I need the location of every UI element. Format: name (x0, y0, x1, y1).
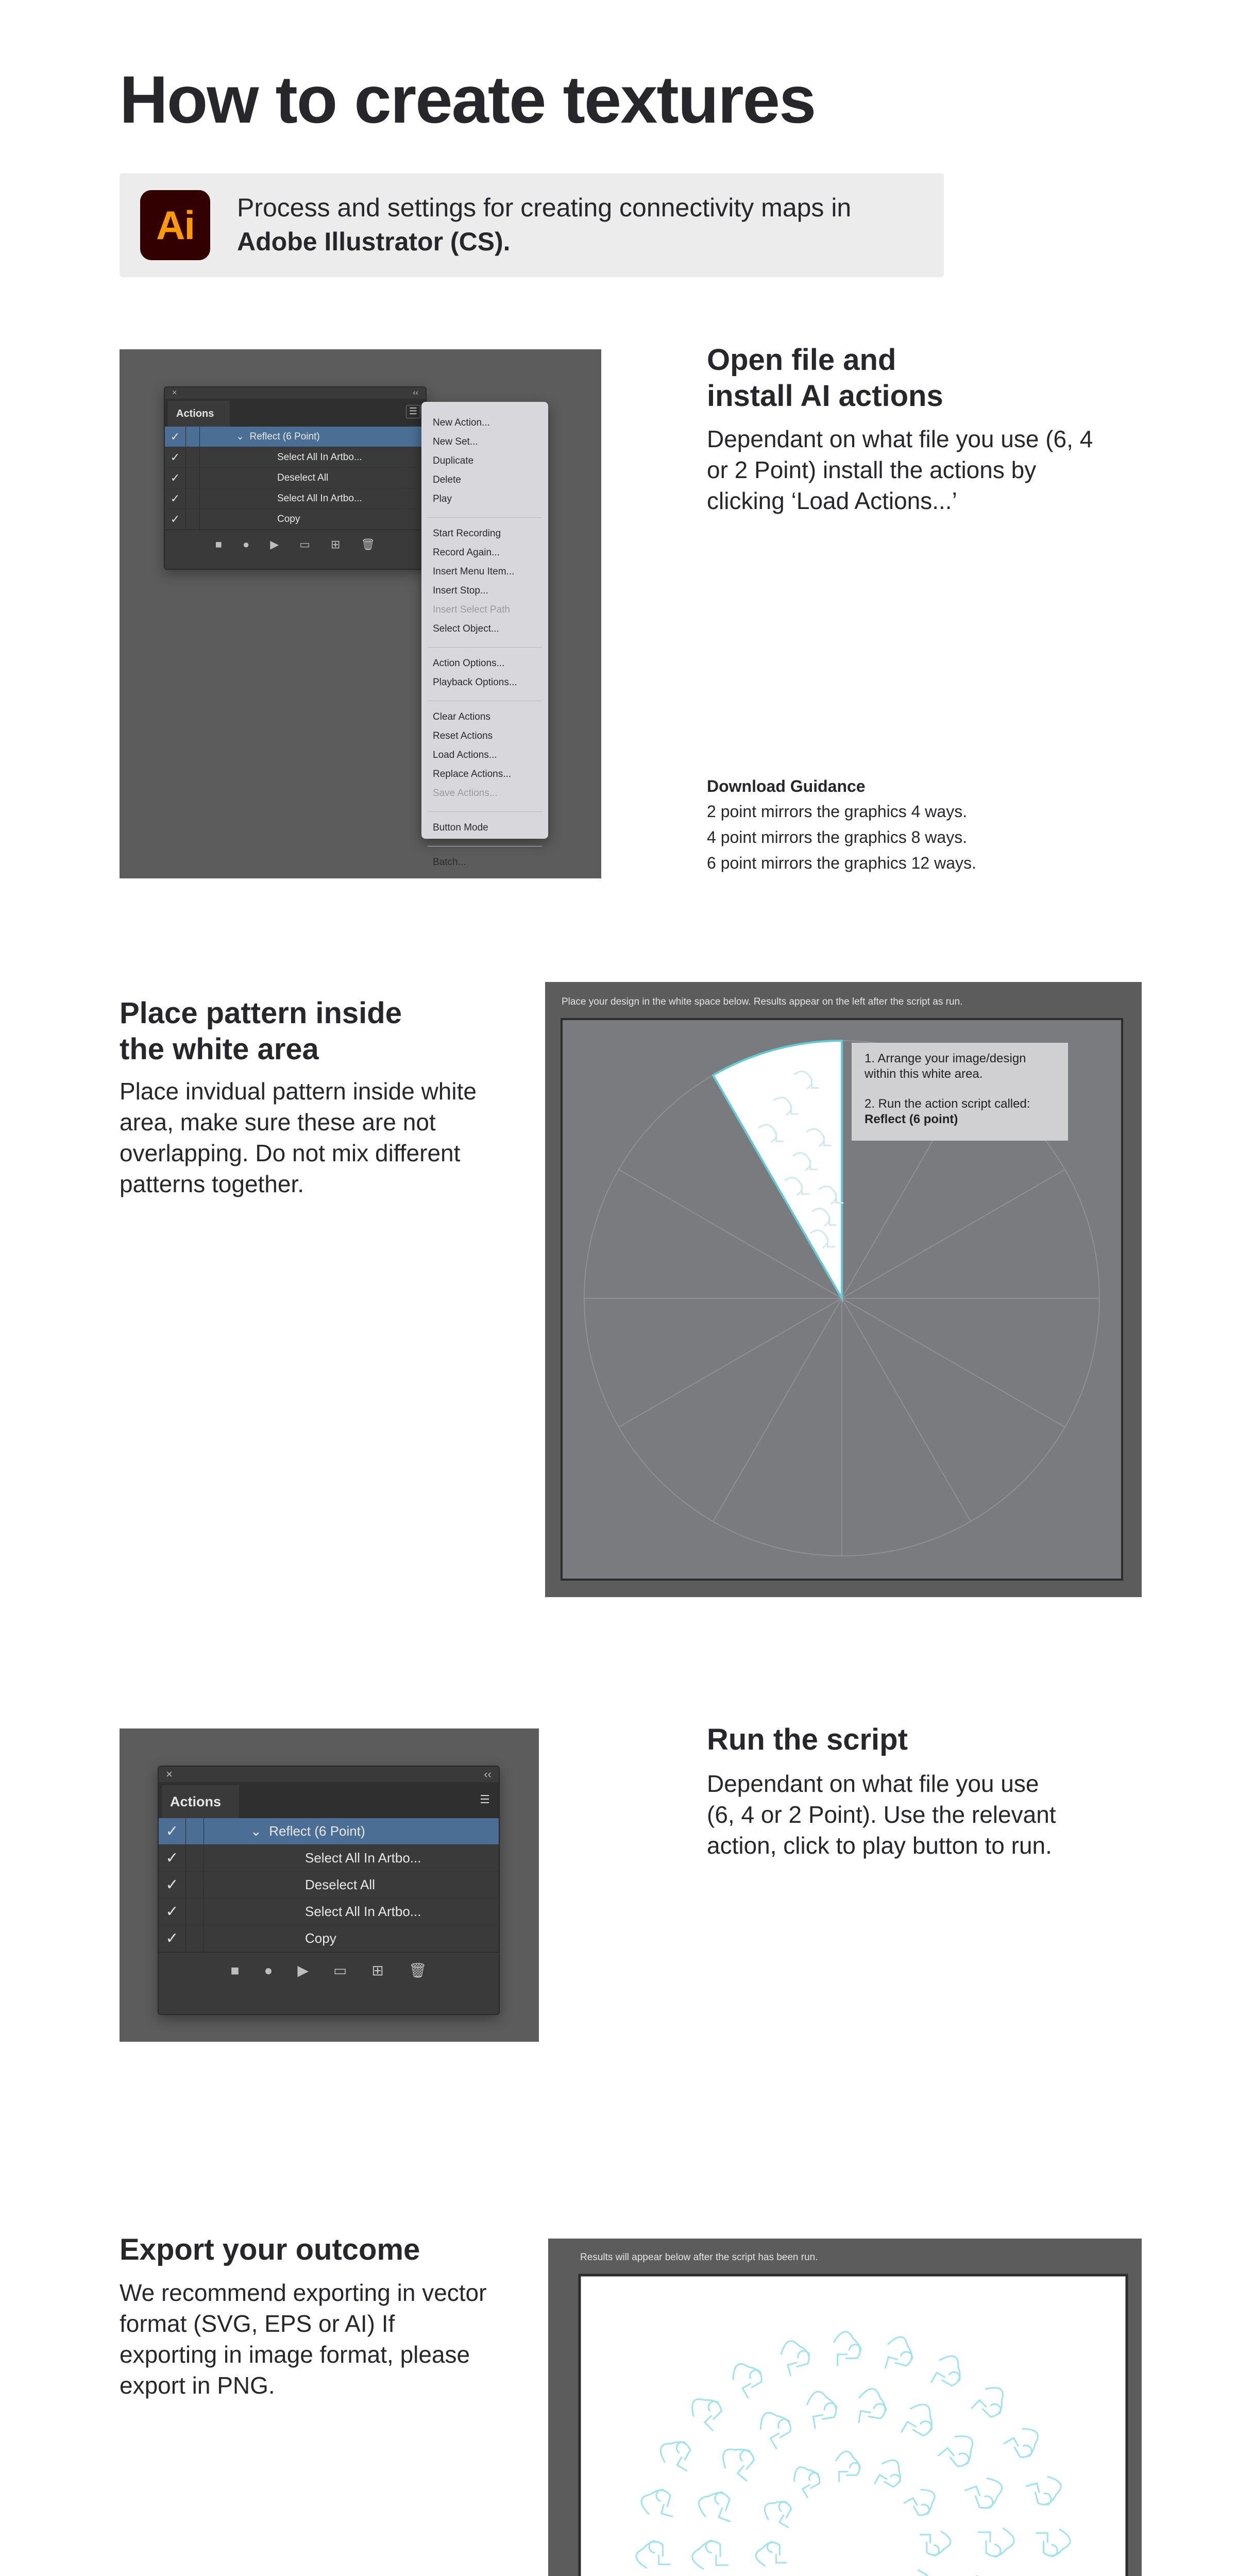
menu-item[interactable]: Action Options... (433, 658, 505, 669)
menu-item: Save Actions... (433, 788, 498, 799)
menu-item[interactable]: Button Mode (433, 822, 488, 833)
stop-icon[interactable]: ■ (215, 537, 222, 551)
action-row[interactable] (159, 1845, 499, 1872)
menu-item[interactable]: New Action... (433, 417, 490, 428)
action-row[interactable] (165, 447, 426, 468)
note-line: 1. Arrange your image/design (865, 1052, 1026, 1065)
menu-item[interactable]: Reset Actions (433, 731, 493, 741)
action-label: Select All In Artbo... (305, 1904, 421, 1919)
check-icon[interactable]: ✓ (165, 1930, 179, 1947)
menu-item[interactable]: Select Object... (433, 623, 499, 634)
chevron-down-icon[interactable]: ⌄ (250, 1823, 269, 1839)
result-artboard[interactable] (578, 2274, 1128, 2576)
folder-icon[interactable]: ▭ (333, 1962, 347, 1978)
play-button[interactable]: ▶ (297, 1962, 309, 1978)
section4-body: We recommend exporting in vector format (SVG, EPS or AI) If exporting in image format, please export in PNG. (120, 2279, 487, 2399)
check-icon[interactable]: ✓ (165, 1903, 179, 1920)
action-row[interactable] (159, 1925, 499, 1952)
intro-text (237, 191, 851, 259)
action-row[interactable] (165, 509, 426, 530)
collapse-icon[interactable]: ‹‹ (413, 388, 418, 397)
record-icon[interactable]: ● (264, 1962, 273, 1978)
folder-icon[interactable]: ▭ (299, 537, 310, 551)
section3-body: Dependant on what file you use (6, 4 or 2 Point). Use the relevant action, click to play button to run. (707, 1770, 1056, 1859)
note-line: within this white area. (865, 1067, 983, 1081)
export-result-screenshot (548, 2239, 1142, 2576)
note-line: 2. Run the action script called: (865, 1097, 1030, 1111)
run-script-screenshot (120, 1728, 539, 2042)
check-icon[interactable]: ✓ (170, 430, 180, 443)
menu-separator (428, 803, 542, 812)
menu-item[interactable]: Playback Options... (433, 677, 517, 688)
check-icon[interactable]: ✓ (165, 1823, 179, 1840)
menu-item: Insert Select Path (433, 604, 510, 615)
reflect-template-artboard[interactable] (561, 1018, 1123, 1581)
menu-item[interactable]: Load Actions... (433, 750, 497, 760)
panel-menu-icon[interactable]: ☰ (480, 1793, 490, 1806)
action-label: ⌄ Reflect (6 Point) (250, 1823, 365, 1839)
menu-item[interactable]: Replace Actions... (433, 769, 512, 779)
tab-actions[interactable]: Actions (162, 1785, 239, 1818)
intro-line: Process and settings for creating connectivity maps in (237, 193, 852, 222)
menu-item[interactable]: Play (433, 494, 452, 504)
action-label: Deselect All (277, 472, 329, 483)
artboard-caption: Results will appear below after the script has been run. (580, 2252, 818, 2263)
action-label: Deselect All (305, 1877, 375, 1892)
check-icon[interactable]: ✓ (170, 450, 180, 464)
action-label: Select All In Artbo... (305, 1850, 421, 1866)
close-icon[interactable]: × (172, 388, 177, 397)
menu-item[interactable]: Batch... (433, 857, 466, 868)
chevron-down-icon[interactable]: ⌄ (236, 431, 250, 442)
intro-banner (120, 173, 944, 277)
action-set-row[interactable] (159, 1818, 499, 1845)
section2-heading: Place pattern inside the white area (120, 996, 402, 1066)
action-label: Copy (305, 1930, 336, 1946)
download-guidance (707, 774, 976, 876)
menu-item[interactable]: Insert Menu Item... (433, 566, 515, 577)
trash-icon[interactable]: 🗑 (408, 1962, 427, 1978)
stop-icon[interactable]: ■ (230, 1962, 240, 1978)
record-icon[interactable]: ● (242, 537, 250, 551)
action-label: Select All In Artbo... (277, 451, 362, 463)
actions-flyout-menu (421, 402, 548, 868)
section1-heading: Open file and install AI actions (707, 343, 943, 413)
action-label: Copy (277, 513, 300, 524)
guidance-line: 2 point mirrors the graphics 4 ways. (707, 802, 968, 821)
menu-separator (428, 509, 542, 518)
trash-icon[interactable]: 🗑 (361, 537, 376, 551)
adobe-illustrator-logo-icon: Ai (140, 190, 210, 260)
section2-body: Place invidual pattern inside white area, make sure these are not overlapping. Do not mix different patterns together. (120, 1078, 477, 1197)
page-title: How to create textures (120, 62, 816, 137)
new-action-icon[interactable]: ⊞ (371, 1962, 384, 1978)
menu-item[interactable]: Clear Actions (433, 711, 490, 722)
tab-actions[interactable]: Actions (168, 401, 230, 427)
actions-panel-large (158, 1766, 500, 2015)
guidance-line: 6 point mirrors the graphics 12 ways. (707, 854, 976, 872)
menu-item[interactable]: Start Recording (433, 528, 501, 539)
menu-item[interactable]: Insert Stop... (433, 585, 488, 596)
menu-separator (428, 638, 542, 648)
section3-heading: Run the script (707, 1723, 908, 1756)
guidance-line: 4 point mirrors the graphics 8 ways. (707, 828, 968, 846)
intro-product: Adobe Illustrator (CS). (237, 227, 511, 256)
panel-menu-icon[interactable]: ☰ (406, 405, 420, 418)
check-icon[interactable]: ✓ (170, 512, 180, 526)
section4-heading: Export your outcome (120, 2233, 420, 2266)
menu-item[interactable]: Duplicate (433, 455, 474, 466)
menu-item[interactable]: New Set... (433, 436, 478, 447)
action-row[interactable] (159, 1872, 499, 1899)
artboard-screenshot (545, 982, 1142, 1597)
menu-separator (428, 692, 542, 701)
close-icon[interactable]: × (166, 1768, 173, 1781)
check-icon[interactable]: ✓ (170, 492, 180, 505)
action-row[interactable] (165, 488, 426, 509)
menu-item[interactable]: Record Again... (433, 547, 500, 558)
check-icon[interactable]: ✓ (165, 1850, 179, 1867)
collapse-icon[interactable]: ‹‹ (484, 1768, 492, 1781)
check-icon[interactable]: ✓ (170, 471, 180, 484)
action-set-row[interactable] (165, 427, 426, 447)
menu-item[interactable]: Delete (433, 474, 461, 485)
action-label: Select All In Artbo... (277, 493, 362, 504)
action-row[interactable] (159, 1899, 499, 1925)
note-action-name: Reflect (6 point) (865, 1112, 958, 1126)
play-icon[interactable]: ▶ (270, 537, 279, 551)
check-icon[interactable]: ✓ (165, 1876, 179, 1893)
action-row[interactable] (165, 468, 426, 488)
new-action-icon[interactable]: ⊞ (330, 537, 341, 551)
section1-body: Dependant on what file you use (6, 4 or 2 Point) install the actions by clicking ‘Load Actions...’ (707, 426, 1093, 514)
guidance-heading: Download Guidance (707, 777, 866, 795)
menu-separator (428, 837, 542, 846)
action-label: ⌄ Reflect (6 Point) (236, 431, 320, 442)
actions-panel (164, 386, 427, 570)
artboard-caption: Place your design in the white space below. Results appear on the left after the script as run. (562, 996, 963, 1007)
